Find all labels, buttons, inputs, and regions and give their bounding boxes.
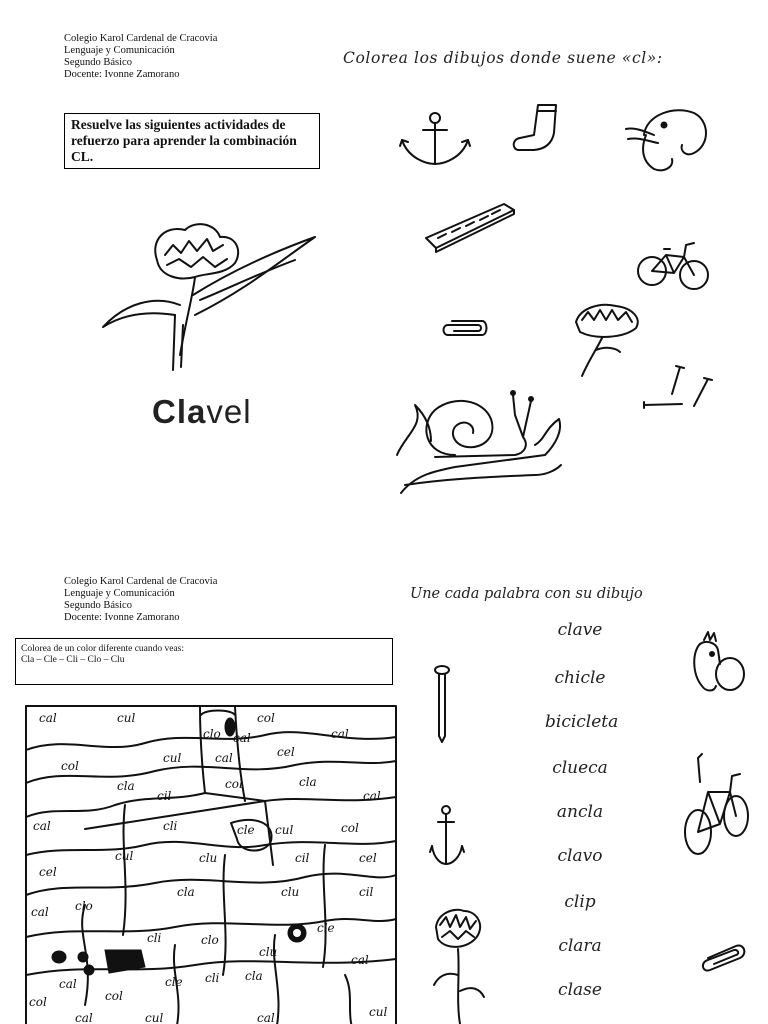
teacher-name: Docente: Ivonne Zamorano [64,612,180,623]
map-syllable: cli [163,819,178,833]
map-syllable: cel [277,745,295,759]
map-syllable: cul [163,751,182,765]
map-syllable: col [225,777,243,791]
map-syllable: cle [165,975,183,989]
coloring-title: Colorea los dibujos donde suene «cl»: [343,49,663,67]
anchor-icon [398,110,472,168]
snail-icon [395,375,565,497]
map-syllable: col [105,989,123,1003]
map-syllable: col [257,711,275,725]
map-syllable: cul [369,1005,388,1019]
map-syllable: cla [299,775,317,789]
map-syllable: cal [363,789,381,803]
instruction-box [15,638,393,685]
featured-word-rest: vel [206,393,252,430]
map-syllable: clu [281,885,300,899]
instruction-line: Colorea de un color diferente cuando veas: [21,644,185,654]
featured-word [152,393,252,431]
map-syllable: cul [117,711,136,725]
map-syllable: cal [215,751,233,765]
teacher-name: Docente: Ivonne Zamorano [64,69,180,80]
map-syllable: cal [257,1011,275,1024]
sheet1-header [64,33,217,81]
anchor-icon [428,804,468,868]
instruction-syllables: Cla – Cle – Cli – Clo – Clu [21,655,125,665]
school-name: Colegio Karol Cardenal de Cracovia [64,576,218,587]
map-syllable: cal [39,711,57,725]
word-item: clara [558,936,602,956]
map-syllable: cil [157,789,172,803]
word-item: chicle [554,668,606,688]
nails-icon [642,364,714,412]
boy-chewing-gum-icon [690,630,746,696]
map-syllable: clu [259,945,278,959]
map-syllable: cal [351,953,369,967]
bicycle-icon [636,235,710,299]
map-syllable: clu [199,851,218,865]
paperclip-icon [700,940,748,976]
word-item: ancla [556,802,604,822]
keyboard-icon [424,200,516,254]
map-syllable: cil [295,851,310,865]
map-syllable: cal [59,977,77,991]
map-syllable: col [341,821,359,835]
nail-icon [432,664,452,744]
map-syllable: cla [117,779,135,793]
school-name: Colegio Karol Cardenal de Cracovia [64,33,218,44]
carnation-drawing-icon [95,215,320,375]
paperclip-icon [440,317,490,339]
map-syllable: cal [75,1011,93,1024]
map-syllable: col [61,759,79,773]
sheet2-header [64,576,217,624]
elephant-icon [624,105,712,175]
bicycle-icon [680,752,752,858]
map-syllable: cal [33,819,51,833]
map-syllable: cel [359,851,377,865]
map-syllable: cli [147,931,162,945]
map-syllable: col [29,995,47,1009]
grade-name: Segundo Básico [64,600,132,611]
instruction-box: Resuelve las siguientes actividades de refuerzo para aprender la combinación CL. [64,113,320,169]
carnation-icon [430,905,486,1024]
match-title: Une cada palabra con su dibujo [410,586,643,602]
map-syllable: clo [201,933,219,947]
map-syllable: cel [39,865,57,879]
map-syllable: clo [75,899,93,913]
map-syllable: cal [233,731,251,745]
word-item: clueca [552,758,608,778]
map-syllable: cal [31,905,49,919]
carnation-icon [566,300,646,378]
word-item: bicicleta [545,712,619,732]
map-syllable: cul [115,849,134,863]
word-item: clavo [557,846,603,866]
syllable-coloring-map [25,705,397,1024]
map-syllable: cla [177,885,195,899]
featured-word-bold: Cla [152,393,207,430]
map-syllable: cul [145,1011,164,1024]
map-syllable: cal [331,727,349,741]
word-item: clip [564,892,596,912]
subject-name: Lenguaje y Comunicación [64,45,175,56]
subject-name: Lenguaje y Comunicación [64,588,175,599]
sock-icon [512,103,568,153]
word-item: clave [557,620,603,640]
map-syllable: cul [275,823,294,837]
map-syllable: cle [317,921,335,935]
map-syllable: cil [359,885,374,899]
map-syllable: cla [245,969,263,983]
map-syllable: cli [205,971,220,985]
word-item: clase [558,980,602,1000]
map-syllable: clo [203,727,221,741]
grade-name: Segundo Básico [64,57,132,68]
map-syllable: cle [237,823,255,837]
